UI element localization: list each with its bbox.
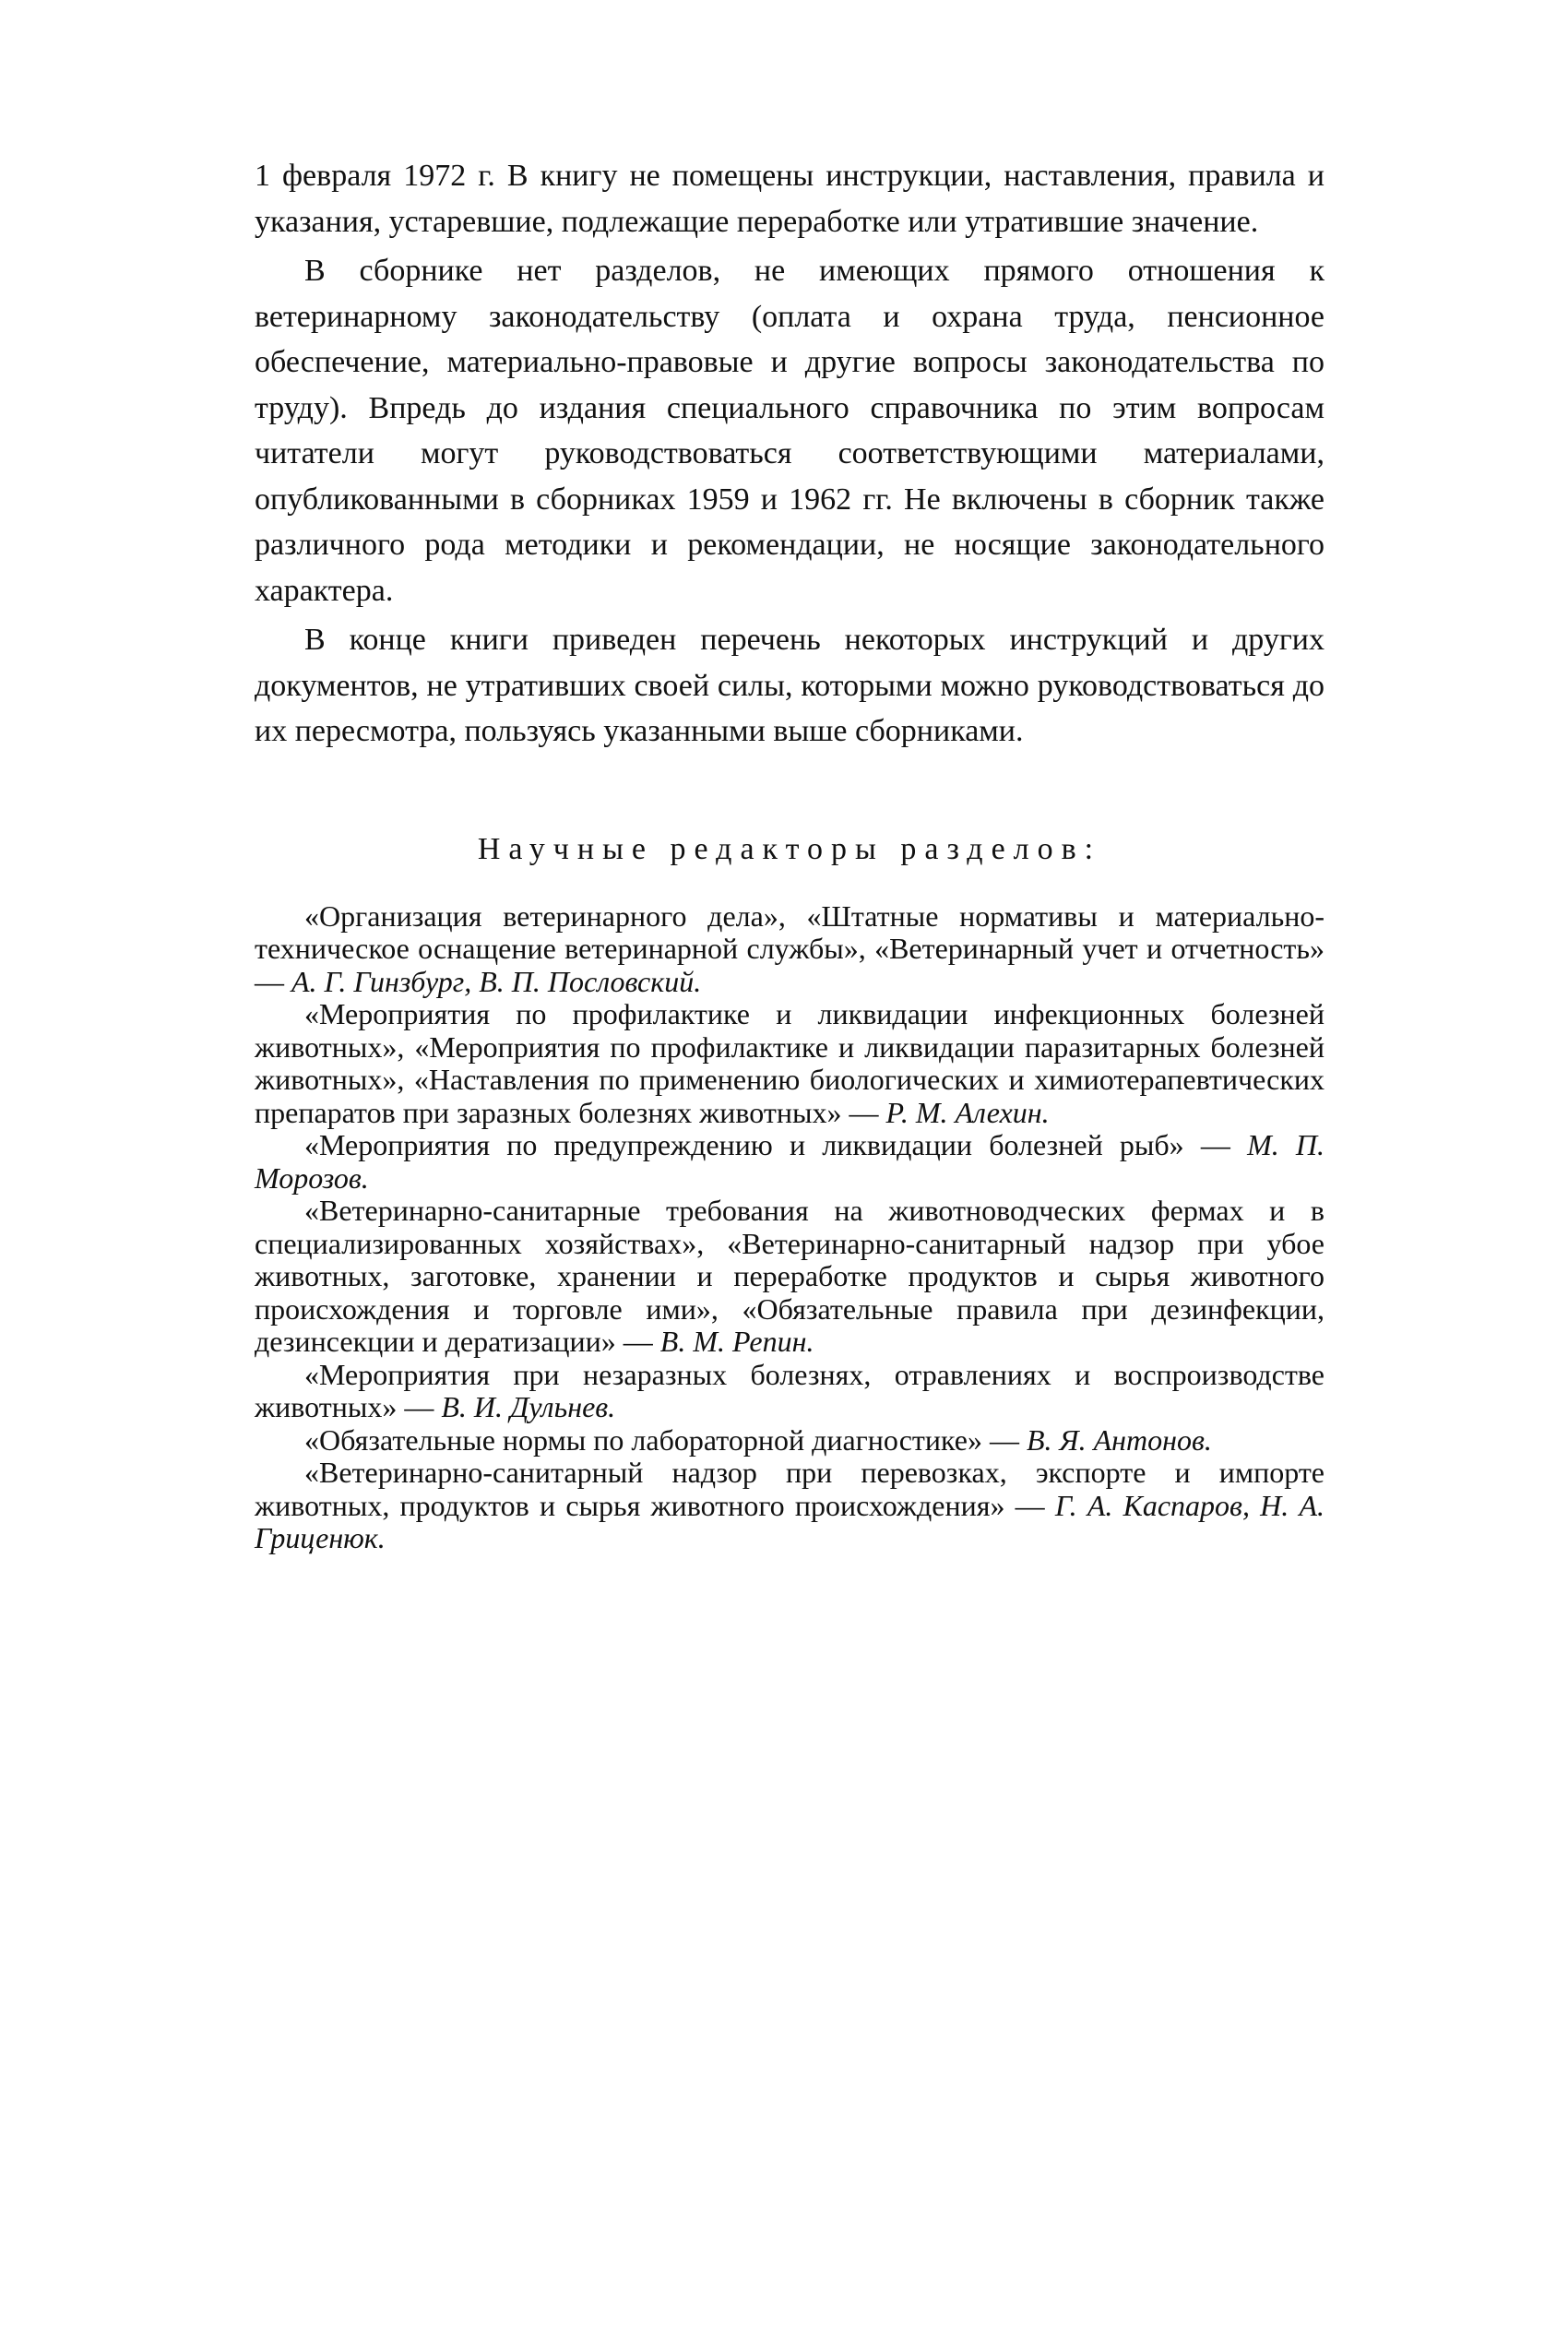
intro-text — [255, 153, 1324, 755]
editors-heading: Научные редакторы разделов: — [477, 831, 1102, 866]
intro-paragraph: В сборнике нет разделов, не имеющих прямого отношения к ветеринарному законодательству (оплата и охрана труда, пенсионное обеспечение, материально-правовые и другие вопросы законодательства по труду). Впредь до издания специального справочника по этим вопросам читатели могут руководствоваться соответствующими материалами, опубликованными в сборниках 1959 и 1962 гг. Не включены в сборник также различного рода методики и рекомендации, не носящие законодательного характера. — [255, 254, 1324, 608]
editor-entry — [255, 1129, 1324, 1195]
editor-names: В. Я. Антонов. — [1026, 1422, 1212, 1457]
editor-names: А. Г. Гинзбург, В. П. Пословский. — [291, 964, 702, 998]
editor-entry — [255, 1457, 1324, 1555]
editor-sections: «Мероприятия по профилактике и ликвидации инфекционных болезней животных», «Мероприятия по профилактике и ликвидации паразитарных болезней животных», «Наставления по применению биологических и химиотерапевтических препаратов при заразных болезнях животных» — — [255, 997, 1324, 1129]
intro-paragraph: 1 февраля 1972 г. В книгу не помещены инструкции, наставления, правила и указания, устаревшие, подлежащие переработке или утратившие значение. — [255, 159, 1324, 239]
editor-sections: «Организация ветеринарного дела», «Штатные нормативы и материально-техническое оснащение ветеринарной службы», «Ветеринарный учет и отчетность» — — [255, 898, 1324, 998]
editor-entry — [255, 1359, 1324, 1424]
editor-entry — [255, 998, 1324, 1129]
editor-entry — [255, 1424, 1324, 1458]
editors-list — [255, 900, 1324, 1555]
editor-names: В. М. Репин. — [659, 1325, 814, 1358]
editor-sections: «Обязательные нормы по лабораторной диагностике» — — [304, 1422, 1019, 1457]
editor-sections: «Мероприятия при незаразных болезнях, отравлениях и воспроизводстве животных» — — [255, 1357, 1324, 1423]
intro-paragraph: В конце книги приведен перечень некоторых инструкций и других документов, не утративших своей силы, которыми можно руководствоваться до их пересмотра, пользуясь указанными выше сборниками. — [255, 623, 1324, 748]
editor-names: Р. М. Алехин. — [885, 1095, 1050, 1129]
editor-entry — [255, 900, 1324, 999]
editor-sections: «Ветеринарно-санитарный надзор при перевозках, экспорте и импорте животных, продуктов и сырья животного происхождения» — — [255, 1456, 1324, 1522]
editor-sections: «Мероприятия по предупреждению и ликвидации болезней рыб» — — [304, 1128, 1230, 1161]
editor-names: Г. А. Каспаров, Н. А. Гриценюк. — [255, 1488, 1325, 1554]
document-page — [255, 153, 1324, 1555]
editor-entry — [255, 1195, 1324, 1359]
editor-names: М. П. Морозов. — [255, 1128, 1325, 1195]
editor-names: В. И. Дульнев. — [441, 1390, 616, 1423]
editor-sections: «Ветеринарно-санитарные требования на животноводческих фермах и в специализированных хозяйствах», «Ветеринарно-санитарный надзор при убое животных, заготовке, хранении и переработке продуктов и сырья животного происхождения и торговле ими», «Обязательные правила при дезинфекции, дезинсекции и дератизации» — — [255, 1194, 1324, 1358]
